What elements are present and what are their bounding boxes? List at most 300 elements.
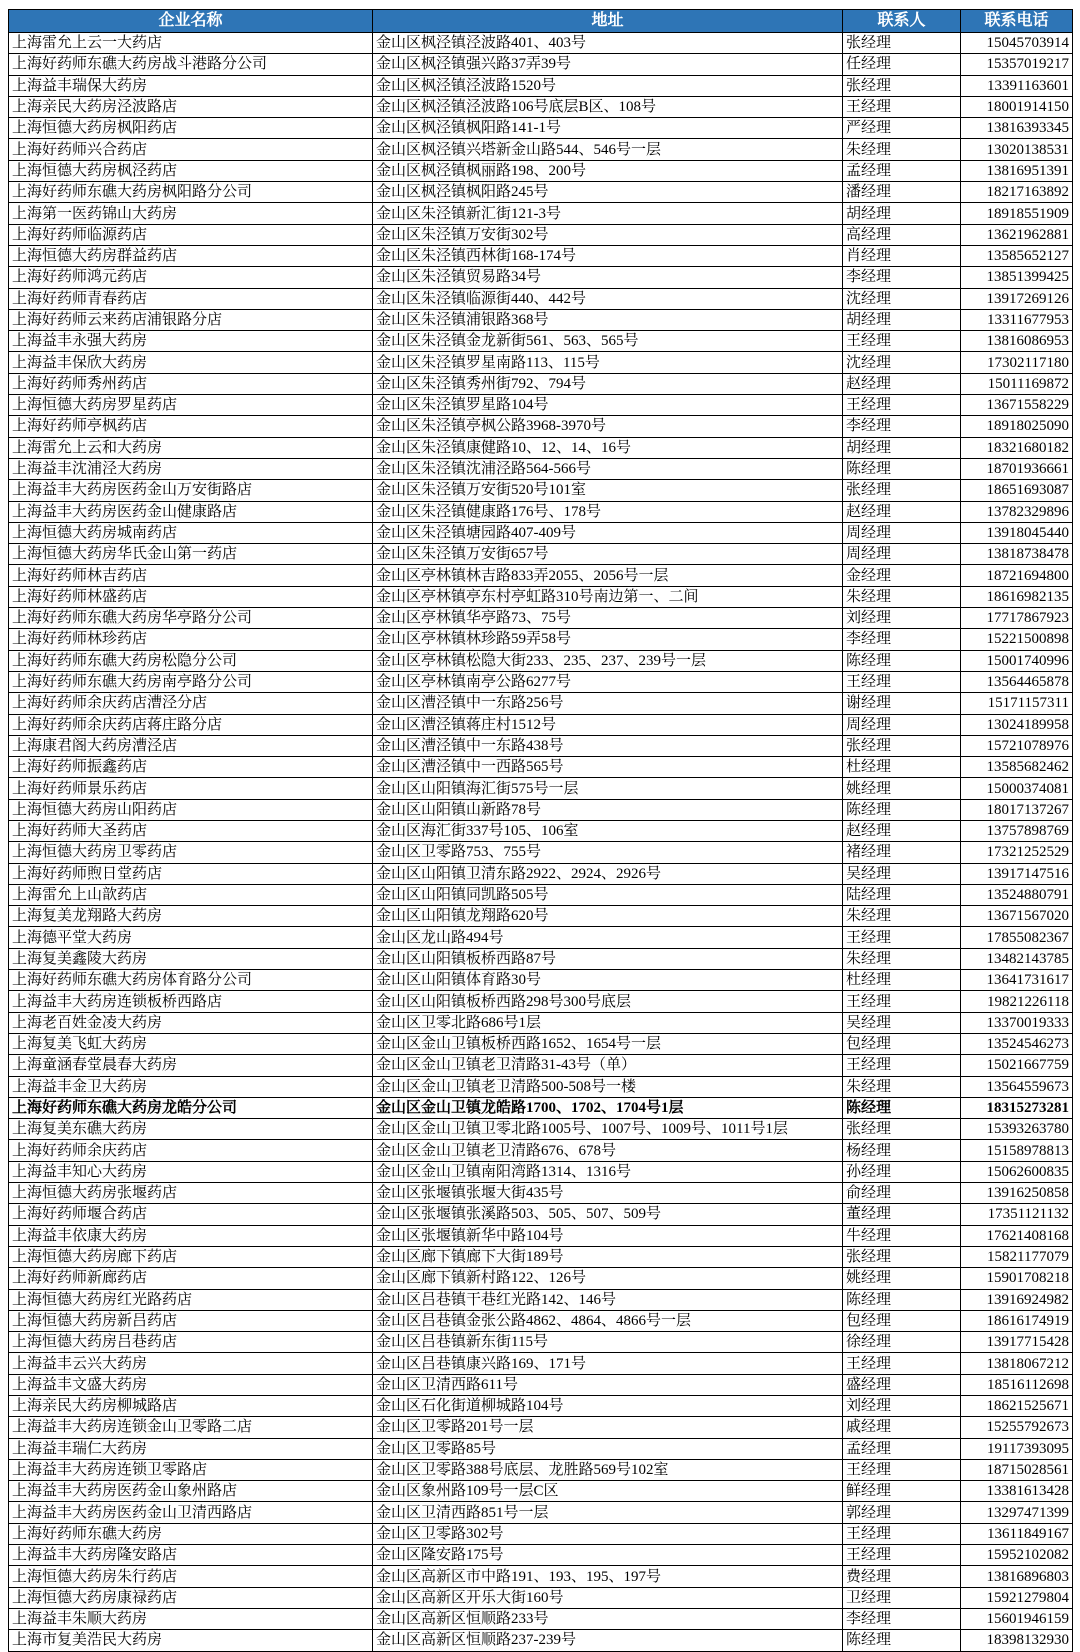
- cell-phone: 15158978813: [961, 1140, 1073, 1161]
- cell-phone: 15601946159: [961, 1608, 1073, 1629]
- cell-contact: 戚经理: [843, 1417, 961, 1438]
- table-row: [9, 799, 1073, 820]
- cell-name: 上海益丰云兴大药房: [9, 1353, 373, 1374]
- cell-contact: 张经理: [843, 75, 961, 96]
- cell-contact: 王经理: [843, 671, 961, 692]
- cell-phone: 18918025090: [961, 416, 1073, 437]
- cell-name: 上海益丰知心大药房: [9, 1161, 373, 1182]
- cell-address: 金山区卫清西路851号一层: [373, 1502, 843, 1523]
- table-row: [9, 352, 1073, 373]
- cell-address: 金山区高新区恒顺路237-239号: [373, 1630, 843, 1651]
- cell-contact: 俞经理: [843, 1183, 961, 1204]
- cell-phone: 13370019333: [961, 1012, 1073, 1033]
- cell-phone: 13851399425: [961, 267, 1073, 288]
- table-row: [9, 224, 1073, 245]
- cell-contact: 金经理: [843, 565, 961, 586]
- table-row: [9, 714, 1073, 735]
- table-row: [9, 1183, 1073, 1204]
- cell-contact: 孙经理: [843, 1161, 961, 1182]
- cell-phone: 13381613428: [961, 1481, 1073, 1502]
- cell-name: 上海复美飞虹大药房: [9, 1033, 373, 1054]
- table-row: [9, 608, 1073, 629]
- cell-name: 上海好药师东礁大药房华亭路分公司: [9, 608, 373, 629]
- cell-contact: 王经理: [843, 1523, 961, 1544]
- cell-phone: 15721078976: [961, 735, 1073, 756]
- cell-address: 金山区金山卫镇板桥西路1652、1654号一层: [373, 1033, 843, 1054]
- cell-contact: 王经理: [843, 395, 961, 416]
- cell-address: 金山区吕巷镇新东街115号: [373, 1332, 843, 1353]
- cell-contact: 李经理: [843, 1608, 961, 1629]
- cell-name: 上海恒德大药房枫阳药店: [9, 118, 373, 139]
- cell-name: 上海好药师新廊药店: [9, 1268, 373, 1289]
- cell-name: 上海恒德大药房吕巷药店: [9, 1332, 373, 1353]
- cell-phone: 19117393095: [961, 1438, 1073, 1459]
- table-row: [9, 96, 1073, 117]
- cell-address: 金山区山阳镇同凯路505号: [373, 884, 843, 905]
- cell-name: 上海益丰大药房医药金山健康路店: [9, 501, 373, 522]
- cell-name: 上海益丰永强大药房: [9, 331, 373, 352]
- cell-address: 金山区亭林镇华亭路73、75号: [373, 608, 843, 629]
- cell-name: 上海好药师余庆药店漕泾分店: [9, 693, 373, 714]
- cell-phone: 17351121132: [961, 1204, 1073, 1225]
- cell-phone: 15000374081: [961, 778, 1073, 799]
- cell-name: 上海益丰大药房连锁板桥西路店: [9, 991, 373, 1012]
- cell-address: 金山区山阳镇山新路78号: [373, 799, 843, 820]
- cell-phone: 13917715428: [961, 1332, 1073, 1353]
- table-row: [9, 1033, 1073, 1054]
- cell-address: 金山区亭林镇林珍路59弄58号: [373, 629, 843, 650]
- table-row: [9, 1438, 1073, 1459]
- cell-address: 金山区亭林镇亭东村亭虹路310号南边第一、二间: [373, 586, 843, 607]
- cell-phone: 13916250858: [961, 1183, 1073, 1204]
- cell-contact: 王经理: [843, 991, 961, 1012]
- cell-phone: 13524880791: [961, 884, 1073, 905]
- cell-phone: 18315273281: [961, 1097, 1073, 1118]
- cell-name: 上海好药师临源药店: [9, 224, 373, 245]
- cell-contact: 吴经理: [843, 1012, 961, 1033]
- table-row: [9, 267, 1073, 288]
- cell-address: 金山区朱泾镇塘园路407-409号: [373, 522, 843, 543]
- cell-contact: 李经理: [843, 416, 961, 437]
- cell-address: 金山区廊下镇廊下大街189号: [373, 1246, 843, 1267]
- cell-contact: 王经理: [843, 927, 961, 948]
- cell-contact: 张经理: [843, 735, 961, 756]
- cell-contact: 朱经理: [843, 139, 961, 160]
- cell-contact: 徐经理: [843, 1332, 961, 1353]
- cell-address: 金山区山阳镇板桥西路298号300号底层: [373, 991, 843, 1012]
- table-row: [9, 437, 1073, 458]
- cell-contact: 费经理: [843, 1566, 961, 1587]
- table-row: [9, 1523, 1073, 1544]
- cell-address: 金山区朱泾镇万安街520号101室: [373, 480, 843, 501]
- cell-contact: 包经理: [843, 1310, 961, 1331]
- cell-phone: 18701936661: [961, 458, 1073, 479]
- table-body: [9, 33, 1073, 1652]
- cell-contact: 李经理: [843, 629, 961, 650]
- cell-address: 金山区张堰镇张堰大街435号: [373, 1183, 843, 1204]
- cell-contact: 高经理: [843, 224, 961, 245]
- cell-name: 上海复美鑫陵大药房: [9, 948, 373, 969]
- cell-name: 上海好药师东礁大药房枫阳路分公司: [9, 182, 373, 203]
- cell-phone: 13816951391: [961, 160, 1073, 181]
- cell-address: 金山区朱泾镇新汇街121-3号: [373, 203, 843, 224]
- table-row: [9, 458, 1073, 479]
- cell-name: 上海好药师堰合药店: [9, 1204, 373, 1225]
- cell-address: 金山区朱泾镇临源街440、442号: [373, 288, 843, 309]
- cell-phone: 13818067212: [961, 1353, 1073, 1374]
- cell-address: 金山区朱泾镇康健路10、12、14、16号: [373, 437, 843, 458]
- cell-phone: 13564465878: [961, 671, 1073, 692]
- cell-phone: 13524546273: [961, 1033, 1073, 1054]
- cell-name: 上海童涵春堂晨春大药房: [9, 1055, 373, 1076]
- table-row: [9, 1417, 1073, 1438]
- cell-phone: 13585682462: [961, 757, 1073, 778]
- cell-address: 金山区朱泾镇西林街168-174号: [373, 245, 843, 266]
- table-row: [9, 991, 1073, 1012]
- cell-address: 金山区金山卫镇老卫清路676、678号: [373, 1140, 843, 1161]
- cell-name: 上海益丰大药房隆安路店: [9, 1545, 373, 1566]
- cell-phone: 13020138531: [961, 139, 1073, 160]
- cell-contact: 陈经理: [843, 799, 961, 820]
- cell-name: 上海好药师余庆药店蒋庄路分店: [9, 714, 373, 735]
- cell-phone: 17717867923: [961, 608, 1073, 629]
- cell-phone: 13782329896: [961, 501, 1073, 522]
- table-row: [9, 522, 1073, 543]
- cell-phone: 13818738478: [961, 544, 1073, 565]
- cell-name: 上海好药师振鑫药店: [9, 757, 373, 778]
- cell-contact: 谢经理: [843, 693, 961, 714]
- header-row: [9, 10, 1073, 33]
- cell-phone: 18715028561: [961, 1459, 1073, 1480]
- cell-address: 金山区金山卫镇南阳湾路1314、1316号: [373, 1161, 843, 1182]
- cell-name: 上海益丰依康大药房: [9, 1225, 373, 1246]
- cell-phone: 18017137267: [961, 799, 1073, 820]
- cell-address: 金山区山阳镇卫清东路2922、2924、2926号: [373, 863, 843, 884]
- table-row: [9, 884, 1073, 905]
- cell-name: 上海好药师林盛药店: [9, 586, 373, 607]
- cell-name: 上海雷允上云一大药店: [9, 33, 373, 54]
- table-row: [9, 1481, 1073, 1502]
- cell-address: 金山区卫零路388号底层、龙胜路569号102室: [373, 1459, 843, 1480]
- cell-address: 金山区枫泾镇枫丽路198、200号: [373, 160, 843, 181]
- cell-name: 上海德平堂大药房: [9, 927, 373, 948]
- table-row: [9, 693, 1073, 714]
- cell-phone: 13816086953: [961, 331, 1073, 352]
- cell-contact: 赵经理: [843, 501, 961, 522]
- table-row: [9, 1459, 1073, 1480]
- cell-phone: 13816896803: [961, 1566, 1073, 1587]
- cell-contact: 孟经理: [843, 160, 961, 181]
- cell-address: 金山区张堰镇新华中路104号: [373, 1225, 843, 1246]
- cell-contact: 刘经理: [843, 608, 961, 629]
- cell-address: 金山区卫零路85号: [373, 1438, 843, 1459]
- cell-address: 金山区枫泾镇泾波路401、403号: [373, 33, 843, 54]
- cell-contact: 牛经理: [843, 1225, 961, 1246]
- cell-name: 上海好药师兴合药店: [9, 139, 373, 160]
- table-row: [9, 1566, 1073, 1587]
- cell-contact: 潘经理: [843, 182, 961, 203]
- cell-address: 金山区漕泾镇中一东路256号: [373, 693, 843, 714]
- cell-contact: 王经理: [843, 1459, 961, 1480]
- cell-contact: 任经理: [843, 54, 961, 75]
- cell-phone: 17855082367: [961, 927, 1073, 948]
- cell-name: 上海恒德大药房廊下药店: [9, 1246, 373, 1267]
- cell-phone: 15921279804: [961, 1587, 1073, 1608]
- table-row: [9, 1310, 1073, 1331]
- cell-name: 上海好药师东礁大药房松隐分公司: [9, 650, 373, 671]
- table-row: [9, 650, 1073, 671]
- cell-phone: 15393263780: [961, 1119, 1073, 1140]
- cell-name: 上海好药师东礁大药房南亭路分公司: [9, 671, 373, 692]
- cell-name: 上海好药师煦日堂药店: [9, 863, 373, 884]
- cell-phone: 13641731617: [961, 970, 1073, 991]
- cell-name: 上海好药师东礁大药房: [9, 1523, 373, 1544]
- cell-phone: 13816393345: [961, 118, 1073, 139]
- cell-contact: 王经理: [843, 1545, 961, 1566]
- cell-address: 金山区廊下镇新村路122、126号: [373, 1268, 843, 1289]
- table-row: [9, 1630, 1073, 1651]
- cell-phone: 15952102082: [961, 1545, 1073, 1566]
- cell-address: 金山区朱泾镇罗星南路113、115号: [373, 352, 843, 373]
- cell-address: 金山区枫泾镇枫阳路141-1号: [373, 118, 843, 139]
- cell-name: 上海恒德大药房枫泾药店: [9, 160, 373, 181]
- cell-name: 上海复美东礁大药房: [9, 1119, 373, 1140]
- cell-phone: 13621962881: [961, 224, 1073, 245]
- cell-address: 金山区朱泾镇万安街657号: [373, 544, 843, 565]
- cell-address: 金山区张堰镇张溪路503、505、507、509号: [373, 1204, 843, 1225]
- table-row: [9, 906, 1073, 927]
- cell-name: 上海亲民大药房泾波路店: [9, 96, 373, 117]
- cell-phone: 15901708218: [961, 1268, 1073, 1289]
- cell-name: 上海益丰朱顺大药房: [9, 1608, 373, 1629]
- cell-name: 上海恒德大药房城南药店: [9, 522, 373, 543]
- cell-phone: 17321252529: [961, 842, 1073, 863]
- cell-address: 金山区山阳镇体育路30号: [373, 970, 843, 991]
- cell-phone: 18616174919: [961, 1310, 1073, 1331]
- table-row: [9, 139, 1073, 160]
- cell-address: 金山区金山卫镇卫零北路1005号、1007号、1009号、1011号1层: [373, 1119, 843, 1140]
- table-row: [9, 1545, 1073, 1566]
- cell-address: 金山区吕巷镇干巷红光路142、146号: [373, 1289, 843, 1310]
- cell-contact: 肖经理: [843, 245, 961, 266]
- cell-address: 金山区朱泾镇浦银路368号: [373, 309, 843, 330]
- table-row: [9, 373, 1073, 394]
- cell-name: 上海第一医药锦山大药房: [9, 203, 373, 224]
- cell-phone: 13585652127: [961, 245, 1073, 266]
- cell-address: 金山区山阳镇板桥西路87号: [373, 948, 843, 969]
- cell-name: 上海恒德大药房新吕药店: [9, 1310, 373, 1331]
- cell-phone: 18217163892: [961, 182, 1073, 203]
- cell-contact: 盛经理: [843, 1374, 961, 1395]
- table-row: [9, 1140, 1073, 1161]
- cell-contact: 张经理: [843, 33, 961, 54]
- table-row: [9, 1396, 1073, 1417]
- cell-name: 上海恒德大药房朱行药店: [9, 1566, 373, 1587]
- table-row: [9, 863, 1073, 884]
- table-row: [9, 1119, 1073, 1140]
- cell-contact: 周经理: [843, 544, 961, 565]
- cell-address: 金山区亭林镇南亭公路6277号: [373, 671, 843, 692]
- cell-name: 上海益丰大药房医药金山卫清西路店: [9, 1502, 373, 1523]
- cell-phone: 13611849167: [961, 1523, 1073, 1544]
- cell-contact: 杨经理: [843, 1140, 961, 1161]
- cell-contact: 杜经理: [843, 970, 961, 991]
- cell-contact: 朱经理: [843, 1076, 961, 1097]
- column-header-company-name: 企业名称: [9, 10, 373, 33]
- cell-contact: 姚经理: [843, 1268, 961, 1289]
- cell-phone: 18398132930: [961, 1630, 1073, 1651]
- cell-contact: 陈经理: [843, 650, 961, 671]
- cell-name: 上海恒德大药房张堰药店: [9, 1183, 373, 1204]
- cell-address: 金山区龙山路494号: [373, 927, 843, 948]
- cell-name: 上海益丰瑞保大药房: [9, 75, 373, 96]
- cell-phone: 18721694800: [961, 565, 1073, 586]
- table-row: [9, 1097, 1073, 1118]
- table-row: [9, 203, 1073, 224]
- table-row: [9, 1268, 1073, 1289]
- cell-address: 金山区海汇街337号105、106室: [373, 820, 843, 841]
- cell-address: 金山区金山卫镇龙皓路1700、1702、1704号1层: [373, 1097, 843, 1118]
- cell-name: 上海市复美浩民大药房: [9, 1630, 373, 1651]
- table-row: [9, 1587, 1073, 1608]
- cell-phone: 15357019217: [961, 54, 1073, 75]
- cell-phone: 13757898769: [961, 820, 1073, 841]
- cell-address: 金山区枫泾镇泾波路106号底层B区、108号: [373, 96, 843, 117]
- table-row: [9, 757, 1073, 778]
- cell-contact: 杜经理: [843, 757, 961, 778]
- cell-address: 金山区石化街道柳城路104号: [373, 1396, 843, 1417]
- cell-name: 上海恒德大药房红光路药店: [9, 1289, 373, 1310]
- cell-name: 上海好药师东礁大药房体育路分公司: [9, 970, 373, 991]
- table-row: [9, 820, 1073, 841]
- cell-name: 上海恒德大药房卫零药店: [9, 842, 373, 863]
- cell-phone: 18001914150: [961, 96, 1073, 117]
- cell-contact: 姚经理: [843, 778, 961, 799]
- cell-name: 上海好药师余庆药店: [9, 1140, 373, 1161]
- cell-phone: 17621408168: [961, 1225, 1073, 1246]
- table-row: [9, 160, 1073, 181]
- cell-name: 上海雷允上山歆药店: [9, 884, 373, 905]
- cell-name: 上海恒德大药房群益药店: [9, 245, 373, 266]
- cell-phone: 15821177079: [961, 1246, 1073, 1267]
- cell-address: 金山区朱泾镇沈浦泾路564-566号: [373, 458, 843, 479]
- cell-phone: 18621525671: [961, 1396, 1073, 1417]
- table-row: [9, 1353, 1073, 1374]
- cell-name: 上海好药师秀州药店: [9, 373, 373, 394]
- cell-name: 上海好药师林珍药店: [9, 629, 373, 650]
- table-row: [9, 1608, 1073, 1629]
- cell-phone: 15045703914: [961, 33, 1073, 54]
- table-row: [9, 245, 1073, 266]
- cell-contact: 沈经理: [843, 288, 961, 309]
- cell-contact: 刘经理: [843, 1396, 961, 1417]
- cell-address: 金山区隆安路175号: [373, 1545, 843, 1566]
- cell-contact: 张经理: [843, 480, 961, 501]
- cell-phone: 13297471399: [961, 1502, 1073, 1523]
- table-row: [9, 1502, 1073, 1523]
- cell-address: 金山区高新区开乐大街160号: [373, 1587, 843, 1608]
- cell-address: 金山区朱泾镇亭枫公路3968-3970号: [373, 416, 843, 437]
- cell-name: 上海复美龙翔路大药房: [9, 906, 373, 927]
- cell-contact: 胡经理: [843, 203, 961, 224]
- table-row: [9, 1076, 1073, 1097]
- table-row: [9, 75, 1073, 96]
- cell-address: 金山区象州路109号一层C区: [373, 1481, 843, 1502]
- cell-address: 金山区卫零路753、755号: [373, 842, 843, 863]
- cell-phone: 13671558229: [961, 395, 1073, 416]
- cell-name: 上海益丰瑞仁大药房: [9, 1438, 373, 1459]
- cell-contact: 赵经理: [843, 373, 961, 394]
- cell-name: 上海康君阁大药房漕泾店: [9, 735, 373, 756]
- cell-address: 金山区卫零路302号: [373, 1523, 843, 1544]
- cell-address: 金山区亭林镇林吉路833弄2055、2056号一层: [373, 565, 843, 586]
- table-row: [9, 778, 1073, 799]
- cell-phone: 15001740996: [961, 650, 1073, 671]
- table-row: [9, 1204, 1073, 1225]
- cell-phone: 18616982135: [961, 586, 1073, 607]
- table-row: [9, 1374, 1073, 1395]
- cell-name: 上海恒德大药房康禄药店: [9, 1587, 373, 1608]
- table-row: [9, 501, 1073, 522]
- cell-contact: 孟经理: [843, 1438, 961, 1459]
- cell-address: 金山区朱泾镇金龙新街561、563、565号: [373, 331, 843, 352]
- cell-name: 上海雷允上云和大药房: [9, 437, 373, 458]
- table-row: [9, 842, 1073, 863]
- cell-phone: 15021667759: [961, 1055, 1073, 1076]
- table-row: [9, 629, 1073, 650]
- cell-contact: 董经理: [843, 1204, 961, 1225]
- cell-address: 金山区金山卫镇老卫清路31-43号（单）: [373, 1055, 843, 1076]
- cell-contact: 赵经理: [843, 820, 961, 841]
- cell-phone: 13482143785: [961, 948, 1073, 969]
- cell-address: 金山区枫泾镇强兴路37弄39号: [373, 54, 843, 75]
- cell-name: 上海好药师林吉药店: [9, 565, 373, 586]
- table-row: [9, 735, 1073, 756]
- cell-name: 上海益丰大药房连锁卫零路店: [9, 1459, 373, 1480]
- cell-phone: 19821226118: [961, 991, 1073, 1012]
- cell-contact: 朱经理: [843, 948, 961, 969]
- table-row: [9, 565, 1073, 586]
- cell-phone: 18918551909: [961, 203, 1073, 224]
- cell-address: 金山区卫零路201号一层: [373, 1417, 843, 1438]
- table-header: [9, 10, 1073, 33]
- table-row: [9, 182, 1073, 203]
- table-row: [9, 927, 1073, 948]
- pharmacy-directory-table: [8, 9, 1073, 1652]
- cell-contact: 陈经理: [843, 458, 961, 479]
- cell-name: 上海益丰沈浦泾大药房: [9, 458, 373, 479]
- cell-contact: 王经理: [843, 1353, 961, 1374]
- cell-address: 金山区朱泾镇健康路176号、178号: [373, 501, 843, 522]
- cell-phone: 13311677953: [961, 309, 1073, 330]
- cell-contact: 陈经理: [843, 1630, 961, 1651]
- cell-contact: 朱经理: [843, 906, 961, 927]
- cell-phone: 13391163601: [961, 75, 1073, 96]
- table-row: [9, 288, 1073, 309]
- cell-contact: 王经理: [843, 1055, 961, 1076]
- cell-address: 金山区山阳镇海汇街575号一层: [373, 778, 843, 799]
- cell-contact: 郭经理: [843, 1502, 961, 1523]
- table-row: [9, 309, 1073, 330]
- column-header-address: 地址: [373, 10, 843, 33]
- cell-address: 金山区吕巷镇金张公路4862、4864、4866号一层: [373, 1310, 843, 1331]
- cell-address: 金山区金山卫镇老卫清路500-508号一楼: [373, 1076, 843, 1097]
- cell-name: 上海恒德大药房罗星药店: [9, 395, 373, 416]
- cell-phone: 13917269126: [961, 288, 1073, 309]
- cell-address: 金山区枫泾镇泾波路1520号: [373, 75, 843, 96]
- table-row: [9, 331, 1073, 352]
- cell-name: 上海益丰大药房医药金山象州路店: [9, 1481, 373, 1502]
